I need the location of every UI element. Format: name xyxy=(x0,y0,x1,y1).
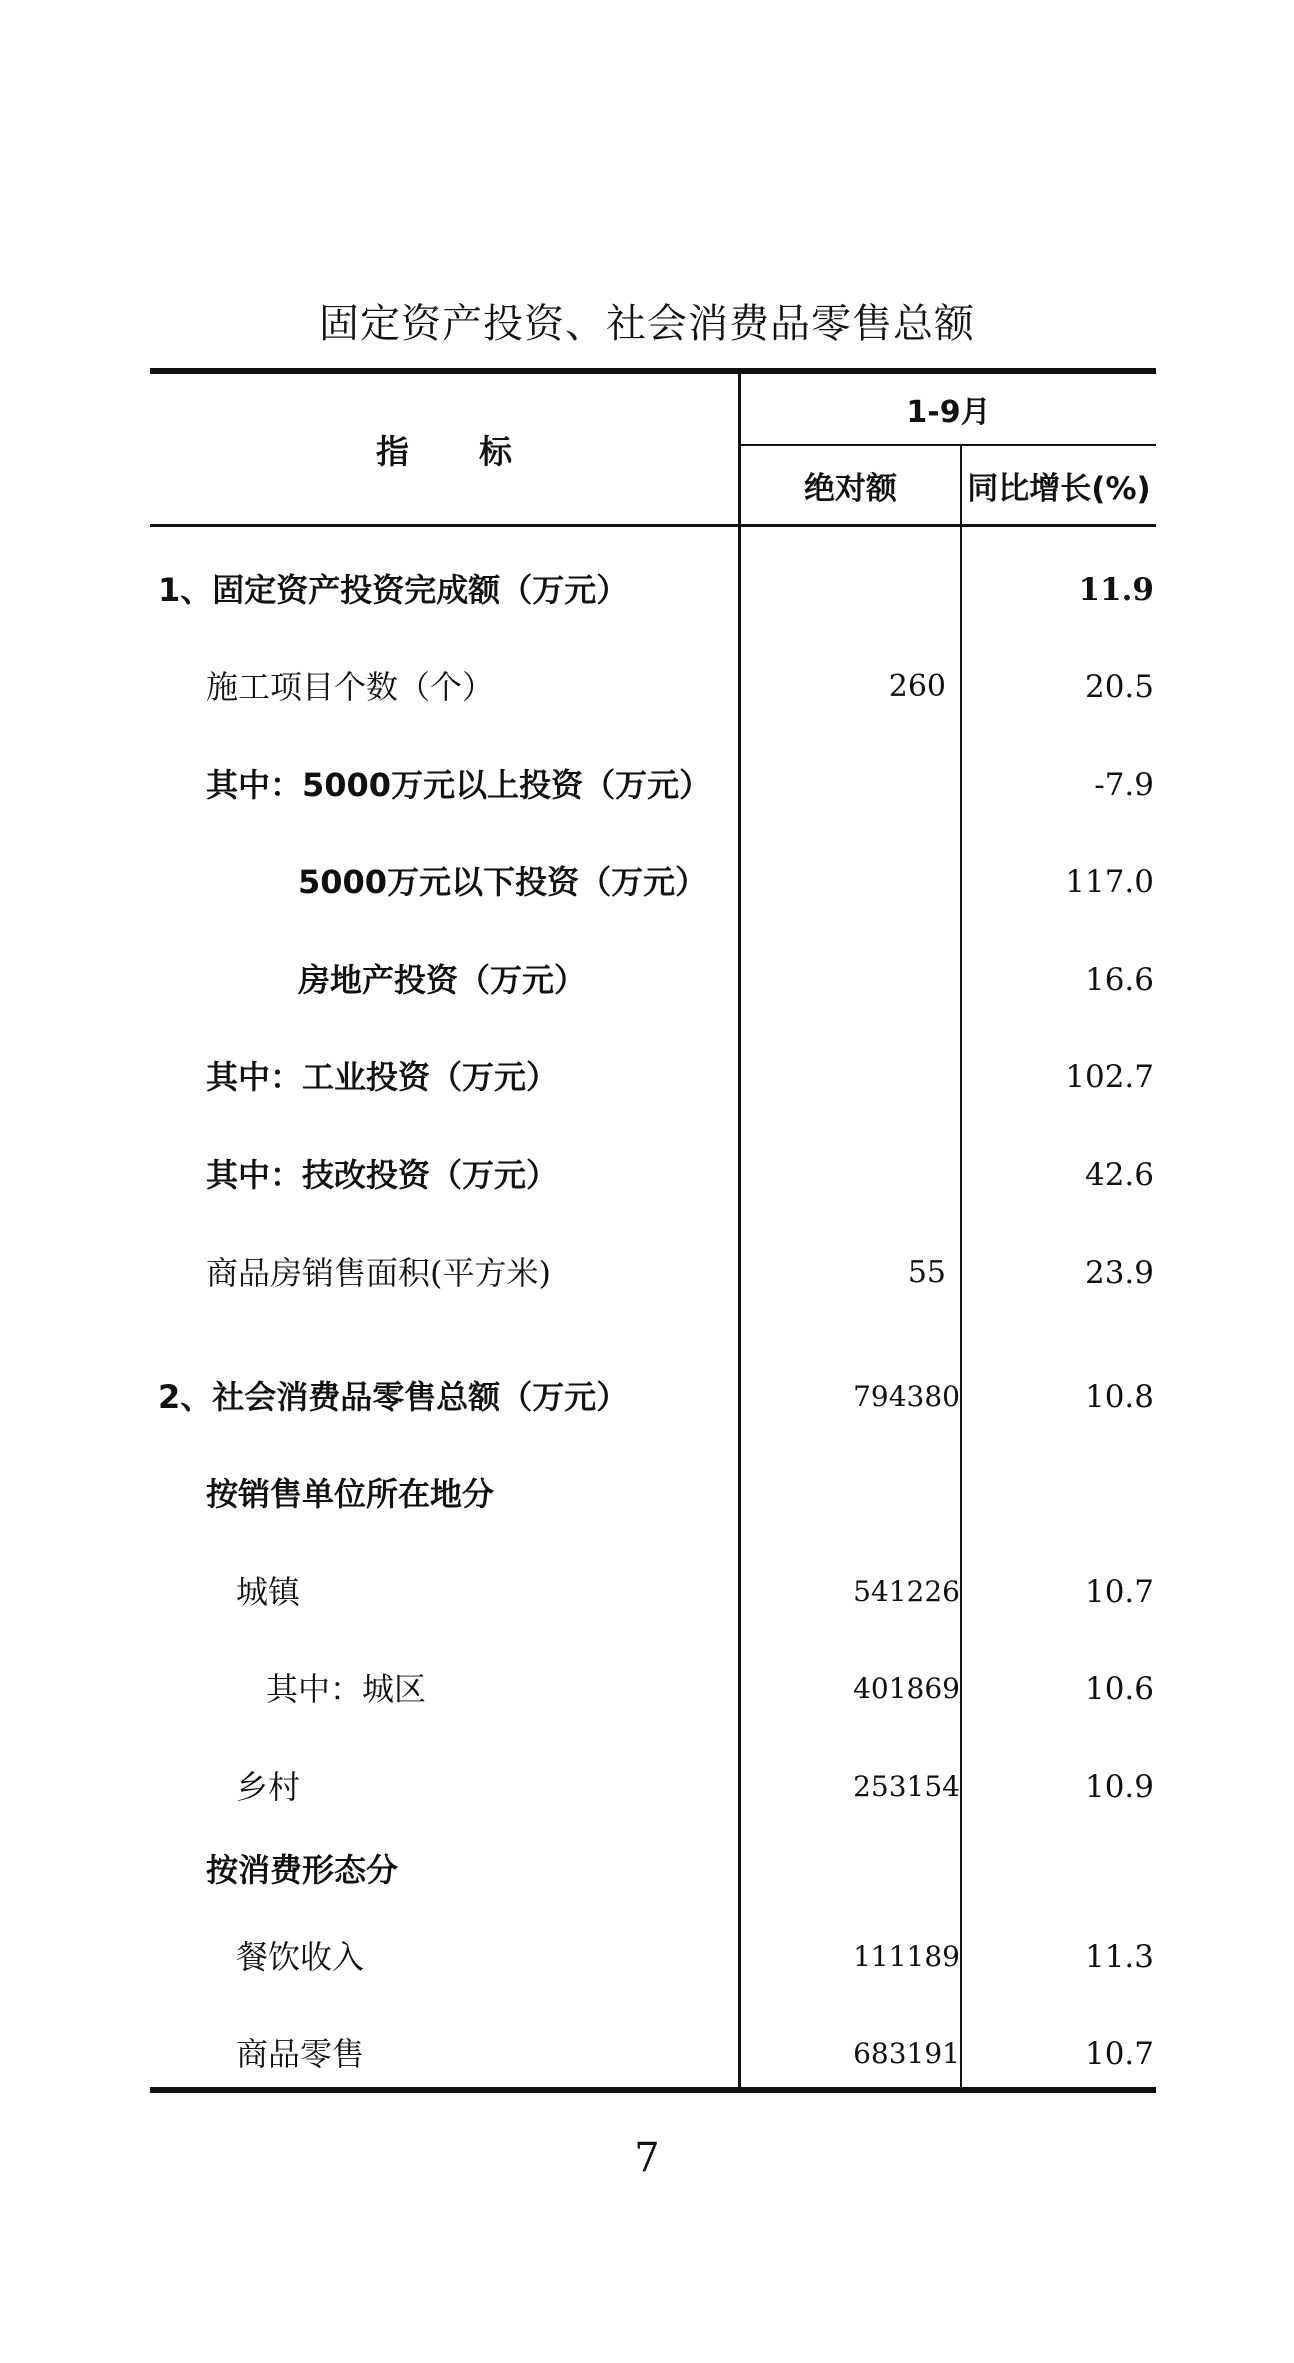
row-label: 其中：技改投资（万元） xyxy=(206,1156,559,1194)
table-row xyxy=(150,1927,1156,1987)
row-label: 施工项目个数（个） xyxy=(206,668,495,706)
row-label: 餐饮收入 xyxy=(236,1938,365,1976)
table-row xyxy=(150,1243,1156,1303)
row-yoy: 16.6 xyxy=(1084,962,1154,998)
table-row xyxy=(150,657,1156,717)
row-yoy: 10.6 xyxy=(1084,1671,1154,1707)
row-absolute: 260 xyxy=(888,669,946,704)
yoy-header: 同比增长(%) xyxy=(967,470,1151,507)
row-absolute: 683191 xyxy=(853,2037,960,2070)
row-label: 按消费形态分 xyxy=(206,1851,399,1889)
page-number: 7 xyxy=(634,2135,660,2181)
table-row xyxy=(150,1840,1156,1900)
row-label: 1、固定资产投资完成额（万元） xyxy=(158,571,629,609)
row-absolute: 55 xyxy=(907,1255,946,1290)
row-label: 商品零售 xyxy=(236,2035,365,2073)
row-absolute xyxy=(741,560,960,620)
row-yoy: 42.6 xyxy=(1084,1157,1154,1193)
row-label: 5000万元以下投资（万元） xyxy=(298,863,708,901)
row-yoy xyxy=(962,1464,1156,1524)
table-row xyxy=(150,560,1156,620)
period-header: 1-9月 xyxy=(906,395,991,430)
row-yoy: 11.9 xyxy=(1078,572,1154,608)
row-absolute: 401869 xyxy=(853,1672,960,1705)
row-yoy: 117.0 xyxy=(1065,864,1154,900)
row-absolute xyxy=(741,755,960,815)
table-row xyxy=(150,1562,1156,1622)
row-absolute xyxy=(741,1145,960,1205)
table-row xyxy=(150,1145,1156,1205)
row-yoy: 10.9 xyxy=(1084,1769,1154,1805)
data-table xyxy=(150,368,1156,2093)
row-yoy: -7.9 xyxy=(1094,767,1154,803)
table-row xyxy=(150,1367,1156,1427)
row-absolute xyxy=(741,1047,960,1107)
absolute-header: 绝对额 xyxy=(804,470,897,507)
table-row xyxy=(150,2024,1156,2084)
row-yoy: 10.7 xyxy=(1084,2036,1154,2072)
table-row xyxy=(150,1659,1156,1719)
row-label: 其中：工业投资（万元） xyxy=(206,1058,559,1096)
row-yoy: 23.9 xyxy=(1084,1255,1154,1291)
row-yoy: 10.8 xyxy=(1084,1379,1154,1415)
table-row xyxy=(150,950,1156,1010)
row-absolute xyxy=(741,1840,960,1900)
table-body xyxy=(150,527,1156,2087)
table-header xyxy=(150,374,1156,524)
row-label: 其中：城区 xyxy=(266,1670,427,1708)
table-row xyxy=(150,1464,1156,1524)
table-row xyxy=(150,1757,1156,1817)
table-row xyxy=(150,1047,1156,1107)
row-yoy: 102.7 xyxy=(1065,1059,1154,1095)
row-label: 乡村 xyxy=(236,1768,301,1806)
row-absolute: 541226 xyxy=(853,1575,960,1608)
table-row xyxy=(150,852,1156,912)
row-label: 按销售单位所在地分 xyxy=(206,1475,495,1513)
row-absolute xyxy=(741,1464,960,1524)
indicator-header-char-2: 标 xyxy=(479,431,512,471)
row-label: 城镇 xyxy=(236,1573,301,1611)
row-yoy: 10.7 xyxy=(1084,1574,1154,1610)
page-title: 固定资产投资、社会消费品零售总额 xyxy=(319,301,975,347)
row-yoy: 11.3 xyxy=(1084,1939,1154,1975)
row-absolute xyxy=(741,950,960,1010)
table-bottom-rule xyxy=(150,2087,1156,2093)
row-absolute: 111189 xyxy=(853,1940,960,1973)
indicator-header xyxy=(150,374,738,524)
row-absolute: 794380 xyxy=(853,1380,960,1413)
row-label: 其中：5000万元以上投资（万元） xyxy=(206,766,712,804)
indicator-header-char-1: 指 xyxy=(376,431,409,471)
table-row xyxy=(150,755,1156,815)
row-label: 2、社会消费品零售总额（万元） xyxy=(158,1378,629,1416)
row-label: 商品房销售面积(平方米) xyxy=(206,1254,551,1292)
row-absolute xyxy=(741,852,960,912)
row-absolute: 253154 xyxy=(853,1770,960,1803)
row-yoy xyxy=(962,1840,1156,1900)
row-label: 房地产投资（万元） xyxy=(298,961,587,999)
row-yoy: 20.5 xyxy=(1084,669,1154,705)
